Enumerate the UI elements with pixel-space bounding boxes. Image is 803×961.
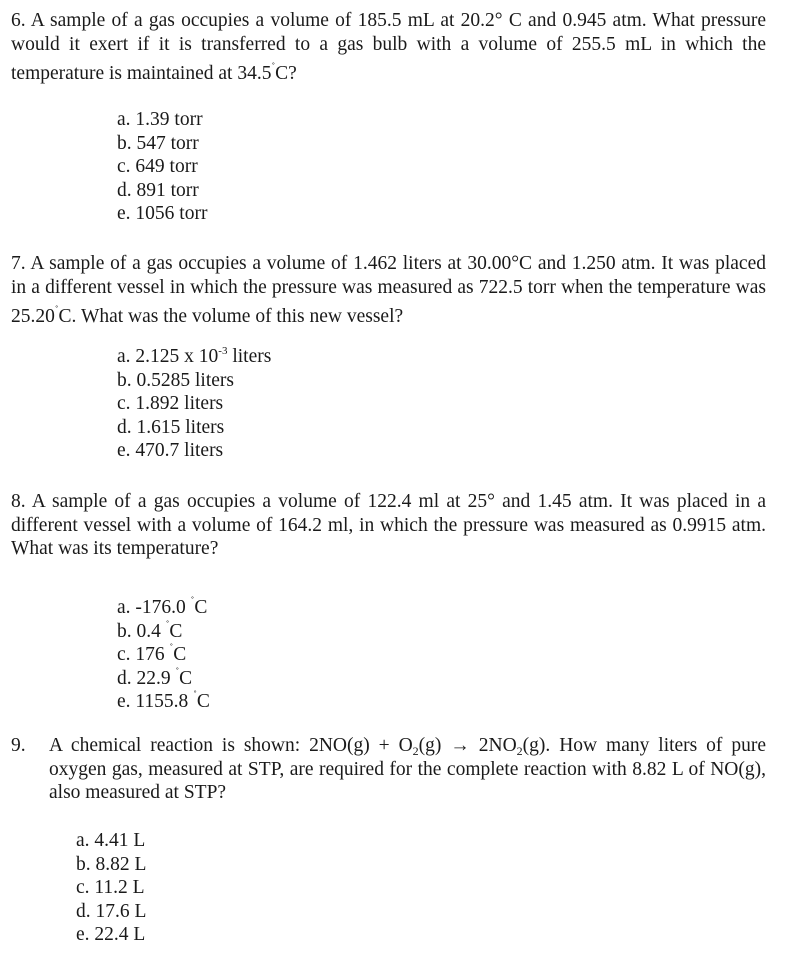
- option-d[interactable]: d. 17.6 L: [76, 900, 147, 922]
- question-number: 8.: [11, 491, 26, 512]
- question-8-text: 8. A sample of a gas occupies a volume of 122.4 ml at 25° and 1.45 atm. It was placed in a different vessel with a volume of 164.2 ml, in which the pressure was measured as 0.9915 atm. What was its temperature?: [11, 491, 766, 559]
- option-c[interactable]: c. 11.2 L: [76, 877, 145, 898]
- option-a[interactable]: a. -176.0 ˚C: [117, 595, 208, 618]
- option-d[interactable]: d. 891 torr: [117, 179, 199, 201]
- question-7-options: [117, 345, 271, 463]
- question-8-options: [117, 590, 210, 712]
- option-e[interactable]: e. 1155.8 ˚C: [117, 689, 210, 712]
- question-6-options: [117, 108, 207, 226]
- option-b[interactable]: b. 8.82 L: [76, 853, 147, 875]
- question-9: [11, 734, 766, 805]
- option-c[interactable]: c. 176 ˚C: [117, 642, 187, 665]
- question-number: 9.: [11, 735, 26, 756]
- reaction-arrow-icon: →: [450, 735, 470, 756]
- question-9-options: [76, 829, 146, 947]
- option-b[interactable]: b. 547 torr: [117, 132, 199, 154]
- option-b[interactable]: b. 0.4 ˚C: [117, 618, 183, 642]
- option-a[interactable]: a. 2.125 x $10^{-3}$ liters: [117, 345, 272, 367]
- option-d[interactable]: d. 1.615 liters: [117, 416, 225, 438]
- question-number: 6.: [11, 10, 26, 31]
- option-d[interactable]: d. 22.9 ˚C: [117, 665, 193, 689]
- question-9-text: 9. A chemical reaction is shown: $2NO(g) + O_2(g) \to 2NO_2(g)$. How many liters of pure oxygen gas, measured at STP, are required for the complete reaction with 8.82 L of NO(g), also measured at STP?: [11, 735, 766, 803]
- option-e[interactable]: e. 1056 torr: [117, 203, 208, 224]
- option-a[interactable]: a. 1.39 torr: [117, 109, 203, 130]
- option-e[interactable]: e. 470.7 liters: [117, 440, 224, 461]
- question-number: 7.: [11, 253, 26, 274]
- question-6: [11, 9, 766, 86]
- option-c[interactable]: c. 1.892 liters: [117, 393, 224, 414]
- question-6-text: 6. A sample of a gas occupies a volume of 185.5 mL at 20.2° C and 0.945 atm. What pressure would it exert if it is transferred to a gas bulb with a volume of 255.5 mL in which the temperature is maintained at 34.5˚C?: [11, 10, 766, 84]
- question-7-text: 7. A sample of a gas occupies a volume of 1.462 liters at 30.00°C and 1.250 atm. It was placed in a different vessel in which the pressure was measured as 722.5 torr when the temperature was 25.20˚C. What was the volume of this new vessel?: [11, 253, 766, 327]
- question-7: [11, 252, 766, 329]
- option-b[interactable]: b. 0.5285 liters: [117, 369, 234, 391]
- option-c[interactable]: c. 649 torr: [117, 156, 198, 177]
- question-8: [11, 490, 766, 561]
- option-e[interactable]: e. 22.4 L: [76, 924, 146, 945]
- option-a[interactable]: a. 4.41 L: [76, 830, 146, 851]
